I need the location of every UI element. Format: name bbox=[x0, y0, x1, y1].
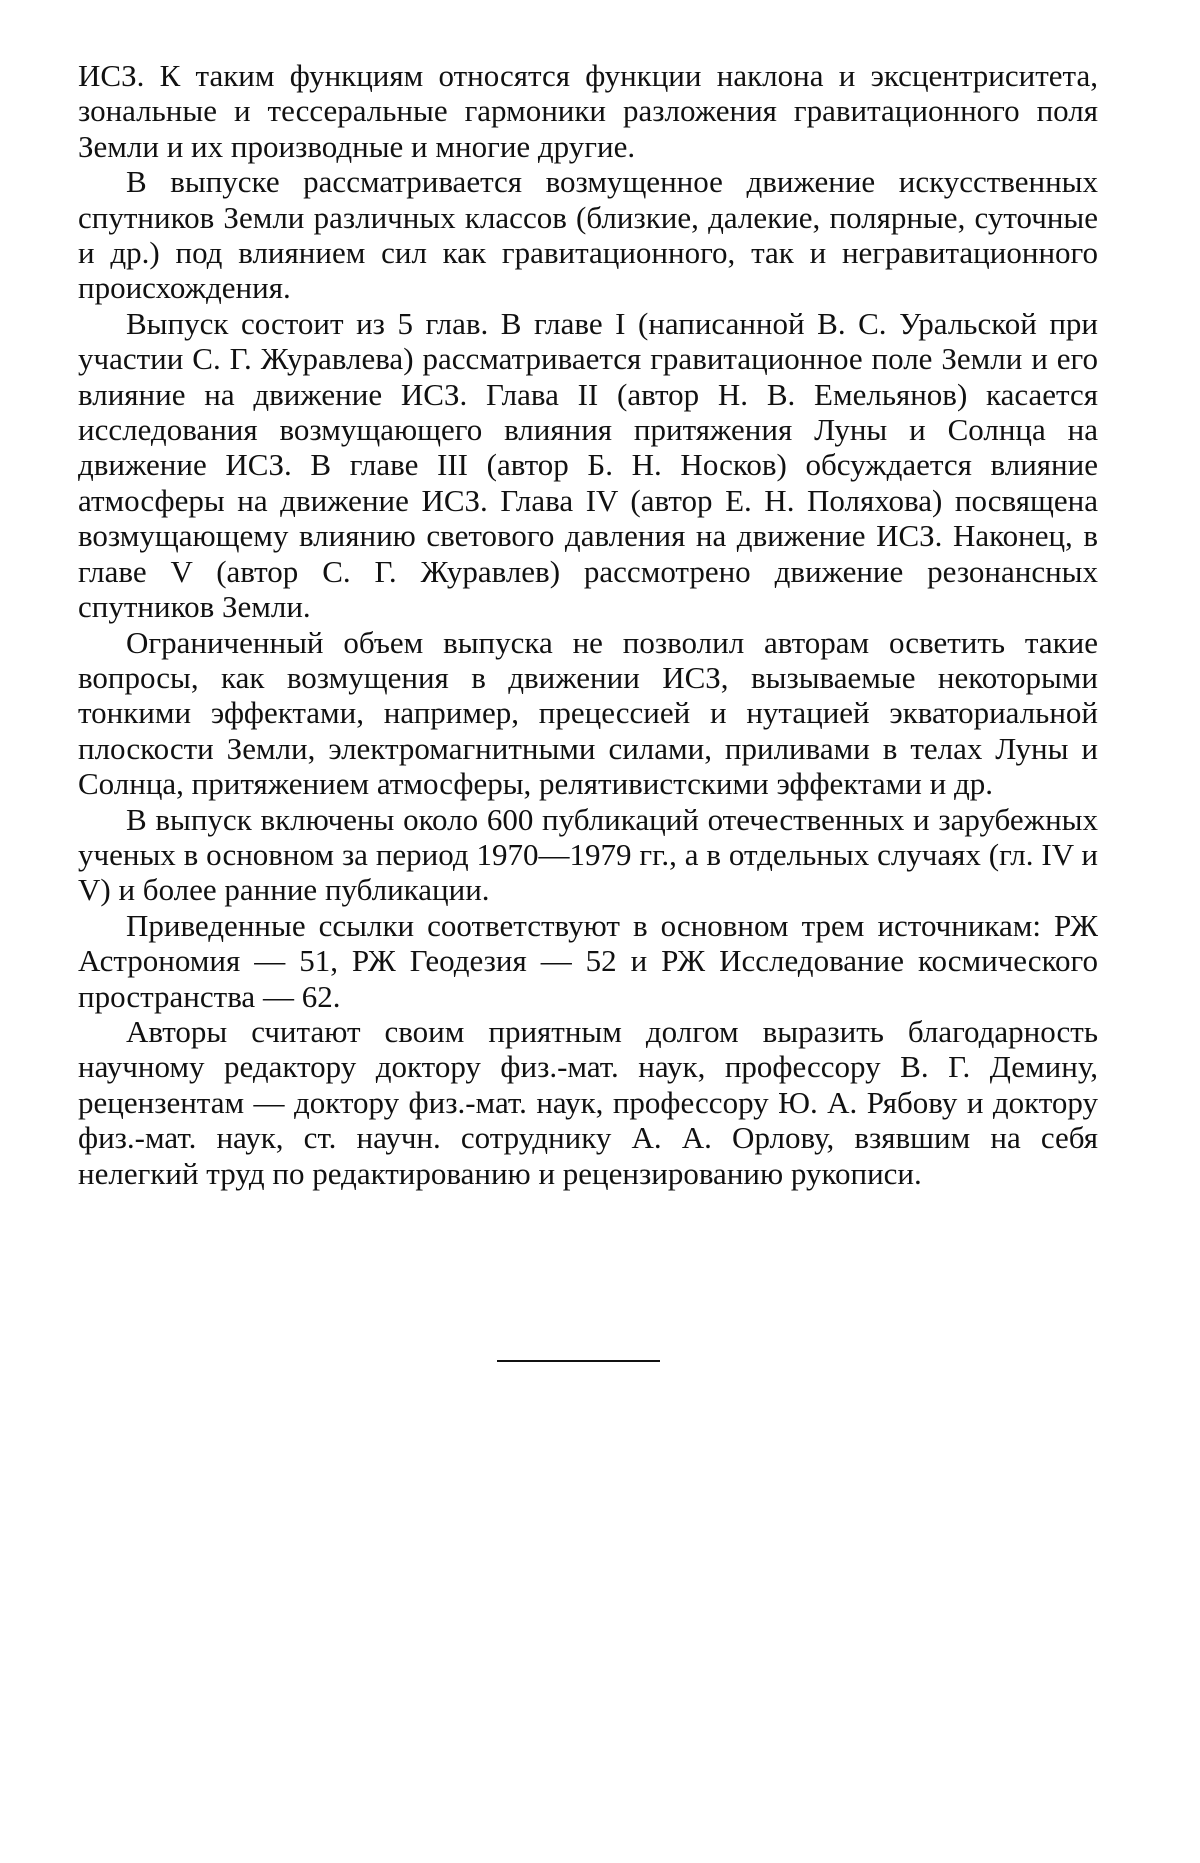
paragraph-scope: В выпуске рассматривается возмущенное движение искусственных спутников Земли различных классов (близкие, далекие, полярные, суточные и др.) под влиянием сил как гравитационного, так и негравитационного происхождения. bbox=[78, 164, 1098, 306]
paragraph-limitations: Ограниченный объем выпуска не позволил авторам осветить такие вопросы, как возмущения в движении ИСЗ, вызываемые некоторыми тонкими эффектами, например, прецессией и нутацией экваториальной плоскости Земли, электромагнитными силами, приливами в телах Луны и Солнца, притяжением атмосферы, релятивистскими эффектами и др. bbox=[78, 624, 1098, 802]
paragraph-acknowledgements: Авторы считают своим приятным долгом выразить благодарность научному редактору доктору физ.-мат. наук, профессору В. Г. Демину, рецензентам — доктору физ.-мат. наук, профессору Ю. А. Рябову и доктору физ.-мат. наук, ст. научн. сотруднику А. А. Орлову, взявшим на себя нелегкий труд по редактированию и рецензированию рукописи. bbox=[78, 1013, 1098, 1191]
page-text bbox=[78, 58, 1098, 1191]
paragraph-sources: Приведенные ссылки соответствуют в основном трем источникам: РЖ Астрономия — 51, РЖ Геодезия — 52 и РЖ Исследование космического пространства — 62. bbox=[78, 907, 1098, 1014]
paragraph-publications: В выпуск включены около 600 публикаций отечественных и зарубежных ученых в основном за период 1970—1979 гг., а в отдельных случаях (гл. IV и V) и более ранние публикации. bbox=[78, 801, 1098, 908]
paragraph-chapters: Выпуск состоит из 5 глав. В главе I (написанной В. С. Уральской при участии С. Г. Журавлева) рассматривается гравитационное поле Земли и его влияние на движение ИСЗ. Глава II (автор Н. В. Емельянов) касается исследования возмущающего влияния притяжения Луны и Солнца на движение ИСЗ. В главе III (автор Б. Н. Носков) обсуждается влияние атмосферы на движение ИСЗ. Глава IV (автор Е. Н. Поляхова) посвящена возмущающему влиянию светового давления на движение ИСЗ. Наконец, в главе V (автор С. Г. Журавлев) рассмотрено движение резонансных спутников Земли. bbox=[78, 305, 1098, 625]
section-divider bbox=[497, 1360, 660, 1362]
paragraph-continuation: ИСЗ. К таким функциям относятся функции наклона и эксцентриситета, зональные и тессеральные гармоники разложения гравитационного поля Земли и их производные и многие другие. bbox=[78, 58, 1098, 164]
